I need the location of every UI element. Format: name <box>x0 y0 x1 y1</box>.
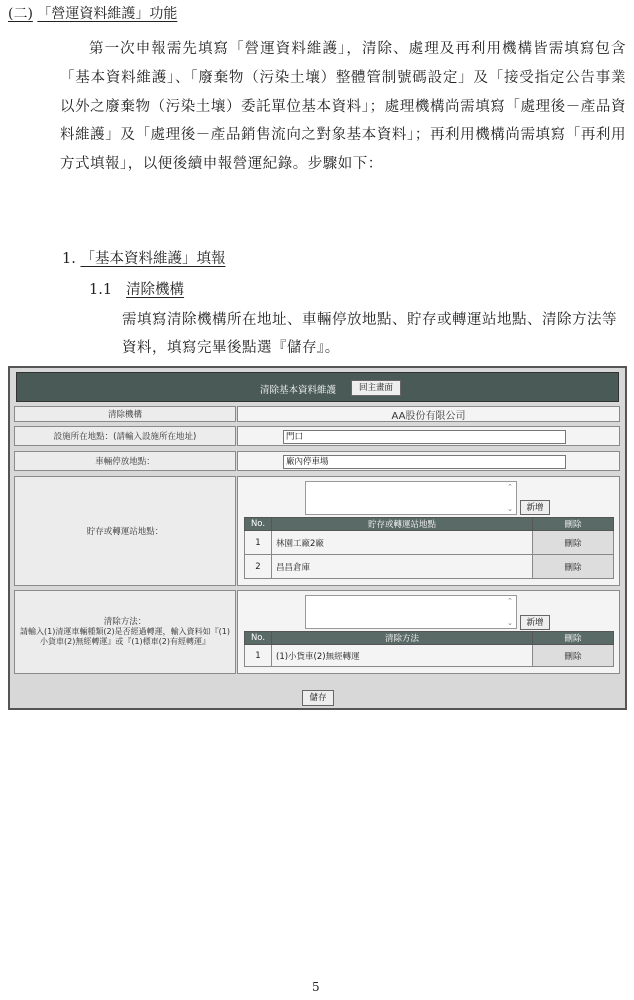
storage-table <box>244 517 614 579</box>
table-row <box>245 531 614 555</box>
address-cell <box>237 426 620 446</box>
col-storage: 貯存或轉運站地點 <box>272 518 533 531</box>
org-label: 清除機構 <box>14 406 236 422</box>
org-value: AA股份有限公司 <box>237 406 620 422</box>
heading-1-title: 「基本資料維護」填報 <box>80 251 226 267</box>
method-label-cell <box>14 590 236 674</box>
address-label: 設施所在地點：(請輸入設施所在地址) <box>14 426 236 446</box>
section-heading <box>8 3 177 23</box>
storage-label: 貯存或轉運站地點： <box>14 476 236 586</box>
col-no: No. <box>245 632 272 645</box>
storage-cell <box>237 476 620 586</box>
scroll-up-icon[interactable]: ⌃ <box>507 597 513 605</box>
method-hint: 請輸入(1)清運車輛種類(2)是否經過轉運，輸入資料如『(1)小貨車(2)無經轉運』或『(1)標車(2)有經轉運』 <box>20 627 230 646</box>
address-input[interactable]: 門口 <box>283 430 566 444</box>
heading-1-1-title: 清除機構 <box>126 282 185 298</box>
section-title: 「營運資料維護」功能 <box>37 6 178 22</box>
table-row <box>245 645 614 667</box>
row-no: 2 <box>245 555 272 579</box>
storage-add-button[interactable]: 新增 <box>520 500 550 515</box>
parking-label: 車輛停放地點： <box>14 451 236 471</box>
scroll-down-icon[interactable]: ⌄ <box>507 505 513 513</box>
method-cell <box>237 590 620 674</box>
delete-link[interactable]: 刪除 <box>533 531 614 555</box>
method-add-button[interactable]: 新增 <box>520 615 550 630</box>
delete-link[interactable]: 刪除 <box>533 645 614 667</box>
form-title: 清除基本資料維護 <box>260 385 337 396</box>
page-number: 5 <box>312 980 320 994</box>
parking-input[interactable]: 廠內停車場 <box>283 455 566 469</box>
form-screenshot <box>8 366 627 710</box>
method-table-header <box>245 632 614 645</box>
description-paragraph: 需填寫清除機構所在地址、車輛停放地點、貯存或轉運站地點、清除方法等資料，填寫完畢後點選『儲存』。 <box>122 312 617 356</box>
storage-textarea[interactable] <box>305 481 517 515</box>
section-number: (二) <box>8 6 33 22</box>
row-name: 林園工廠2廠 <box>272 531 533 555</box>
heading-1-1 <box>89 278 184 299</box>
heading-1 <box>62 247 225 268</box>
col-delete: 刪除 <box>533 632 614 645</box>
table-row <box>245 555 614 579</box>
delete-link[interactable]: 刪除 <box>533 555 614 579</box>
intro-paragraph: 第一次申報需先填寫「營運資料維護」，清除、處理及再利用機構皆需填寫包含「基本資料維護」、「廢棄物（污染土壤）整體管制號碼設定」及「接受指定公告事業以外之廢棄物（污染土壤）委託單位基本資料」；處理機構尚需填寫「處理後－產品資料維護」及「處理後－產品銷售流向之對象基本資料」；再利用機構尚需填寫「再利用方式填報」，以便後續申報營運紀錄。步驟如下： <box>60 41 626 173</box>
col-no: No. <box>245 518 272 531</box>
col-delete: 刪除 <box>533 518 614 531</box>
home-button[interactable]: 回主畫面 <box>351 380 401 396</box>
row-no: 1 <box>245 645 272 667</box>
heading-1-number: 1. <box>62 251 76 267</box>
heading-1-1-number: 1.1 <box>89 282 113 298</box>
scroll-down-icon[interactable]: ⌄ <box>507 619 513 627</box>
parking-cell <box>237 451 620 471</box>
method-table <box>244 631 614 667</box>
row-no: 1 <box>245 531 272 555</box>
form-header <box>16 372 619 402</box>
col-method: 清除方法 <box>272 632 533 645</box>
scroll-up-icon[interactable]: ⌃ <box>507 483 513 491</box>
method-textarea[interactable] <box>305 595 517 629</box>
save-button[interactable]: 儲存 <box>302 690 334 706</box>
row-name: 昌昌倉庫 <box>272 555 533 579</box>
row-name: (1)小貨車(2)無經轉運 <box>272 645 533 667</box>
method-label: 清除方法： <box>103 617 147 627</box>
storage-table-header <box>245 518 614 531</box>
